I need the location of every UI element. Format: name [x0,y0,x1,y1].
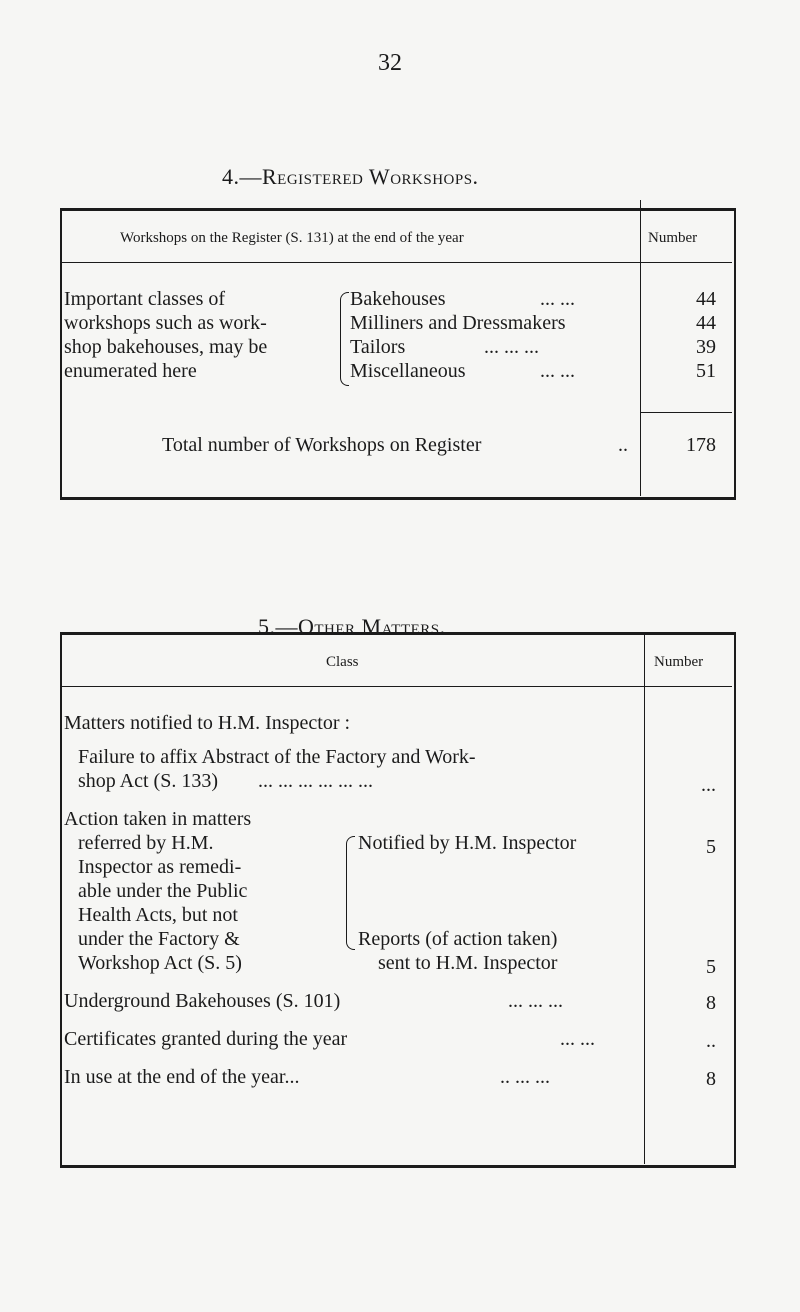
group-label-line: Important classes of [64,288,226,310]
workshop-row-dots: ... ... [540,288,575,310]
group-brace [340,292,349,386]
workshop-row-dots: ... ... ... [484,336,539,358]
table4-num-header: Number [648,230,698,246]
workshop-row-label: Miscellaneous [350,360,466,382]
section5-heading: 5.—Other Matters. [258,614,446,639]
notified-label: Notified by H.M. Inspector [358,832,577,854]
workshop-row-value: 44 [696,288,716,310]
certificates-dots: ... ... [560,1028,595,1050]
total-label: Total number of Workshops on Register [162,434,482,456]
underground-value: 8 [706,992,716,1014]
group-label-line: shop bakehouses, may be [64,336,268,358]
matters-title: Matters notified to H.M. Inspector : [64,712,351,734]
table4-header-rule-num [640,262,732,263]
workshop-row-label: Tailors [350,336,406,358]
table5-header-rule [60,686,732,687]
table5-column-divider [644,632,645,1164]
action-line: Action taken in matters [64,808,252,830]
action-line: Inspector as remedi- [78,856,242,878]
action-line: Health Acts, but not [78,904,238,926]
reports-line: Reports (of action taken) [358,928,558,950]
underground-label: Underground Bakehouses (S. 101) [64,990,341,1012]
action-line: under the Factory & [78,928,240,950]
total-value: 178 [686,434,716,456]
page-number: 32 [378,50,402,76]
workshop-row-value: 39 [696,336,716,358]
workshop-row-label: Milliners and Dressmakers [350,312,566,334]
reports-line: sent to H.M. Inspector [378,952,558,974]
failure-dots: ... ... ... ... ... ... [258,770,373,792]
workshop-row-value: 44 [696,312,716,334]
group-label-line: workshops such as work- [64,312,267,334]
table5-col-header: Class [326,654,359,670]
table4-column-divider [640,200,641,496]
in-use-dots: .. ... ... [500,1066,550,1088]
action-brace [346,836,355,950]
certificates-value: .. [706,1030,716,1052]
table4-total-rule [640,412,732,413]
section4-heading: 4.—Registered Workshops. [222,164,479,189]
table4-header-rule [60,262,640,263]
action-line: Workshop Act (S. 5) [78,952,242,974]
certificates-label: Certificates granted during the year [64,1028,348,1050]
workshop-row-dots: ... ... [540,360,575,382]
failure-line: Failure to affix Abstract of the Factory and Work- [78,746,476,768]
group-label-line: enumerated here [64,360,197,382]
action-line: able under the Public [78,880,248,902]
in-use-label: In use at the end of the year... [64,1066,300,1088]
table5-num-header: Number [654,654,704,670]
failure-line: shop Act (S. 133) [78,770,218,792]
notified-value: 5 [706,836,716,858]
failure-value: ... [701,774,716,796]
workshop-row-value: 51 [696,360,716,382]
underground-dots: ... ... ... [508,990,563,1012]
action-line: referred by H.M. [78,832,214,854]
workshop-row-label: Bakehouses [350,288,446,310]
reports-value: 5 [706,956,716,978]
in-use-value: 8 [706,1068,716,1090]
table4-col-header: Workshops on the Register (S. 131) at the end of the year [120,230,464,246]
total-dots: .. [618,434,628,456]
